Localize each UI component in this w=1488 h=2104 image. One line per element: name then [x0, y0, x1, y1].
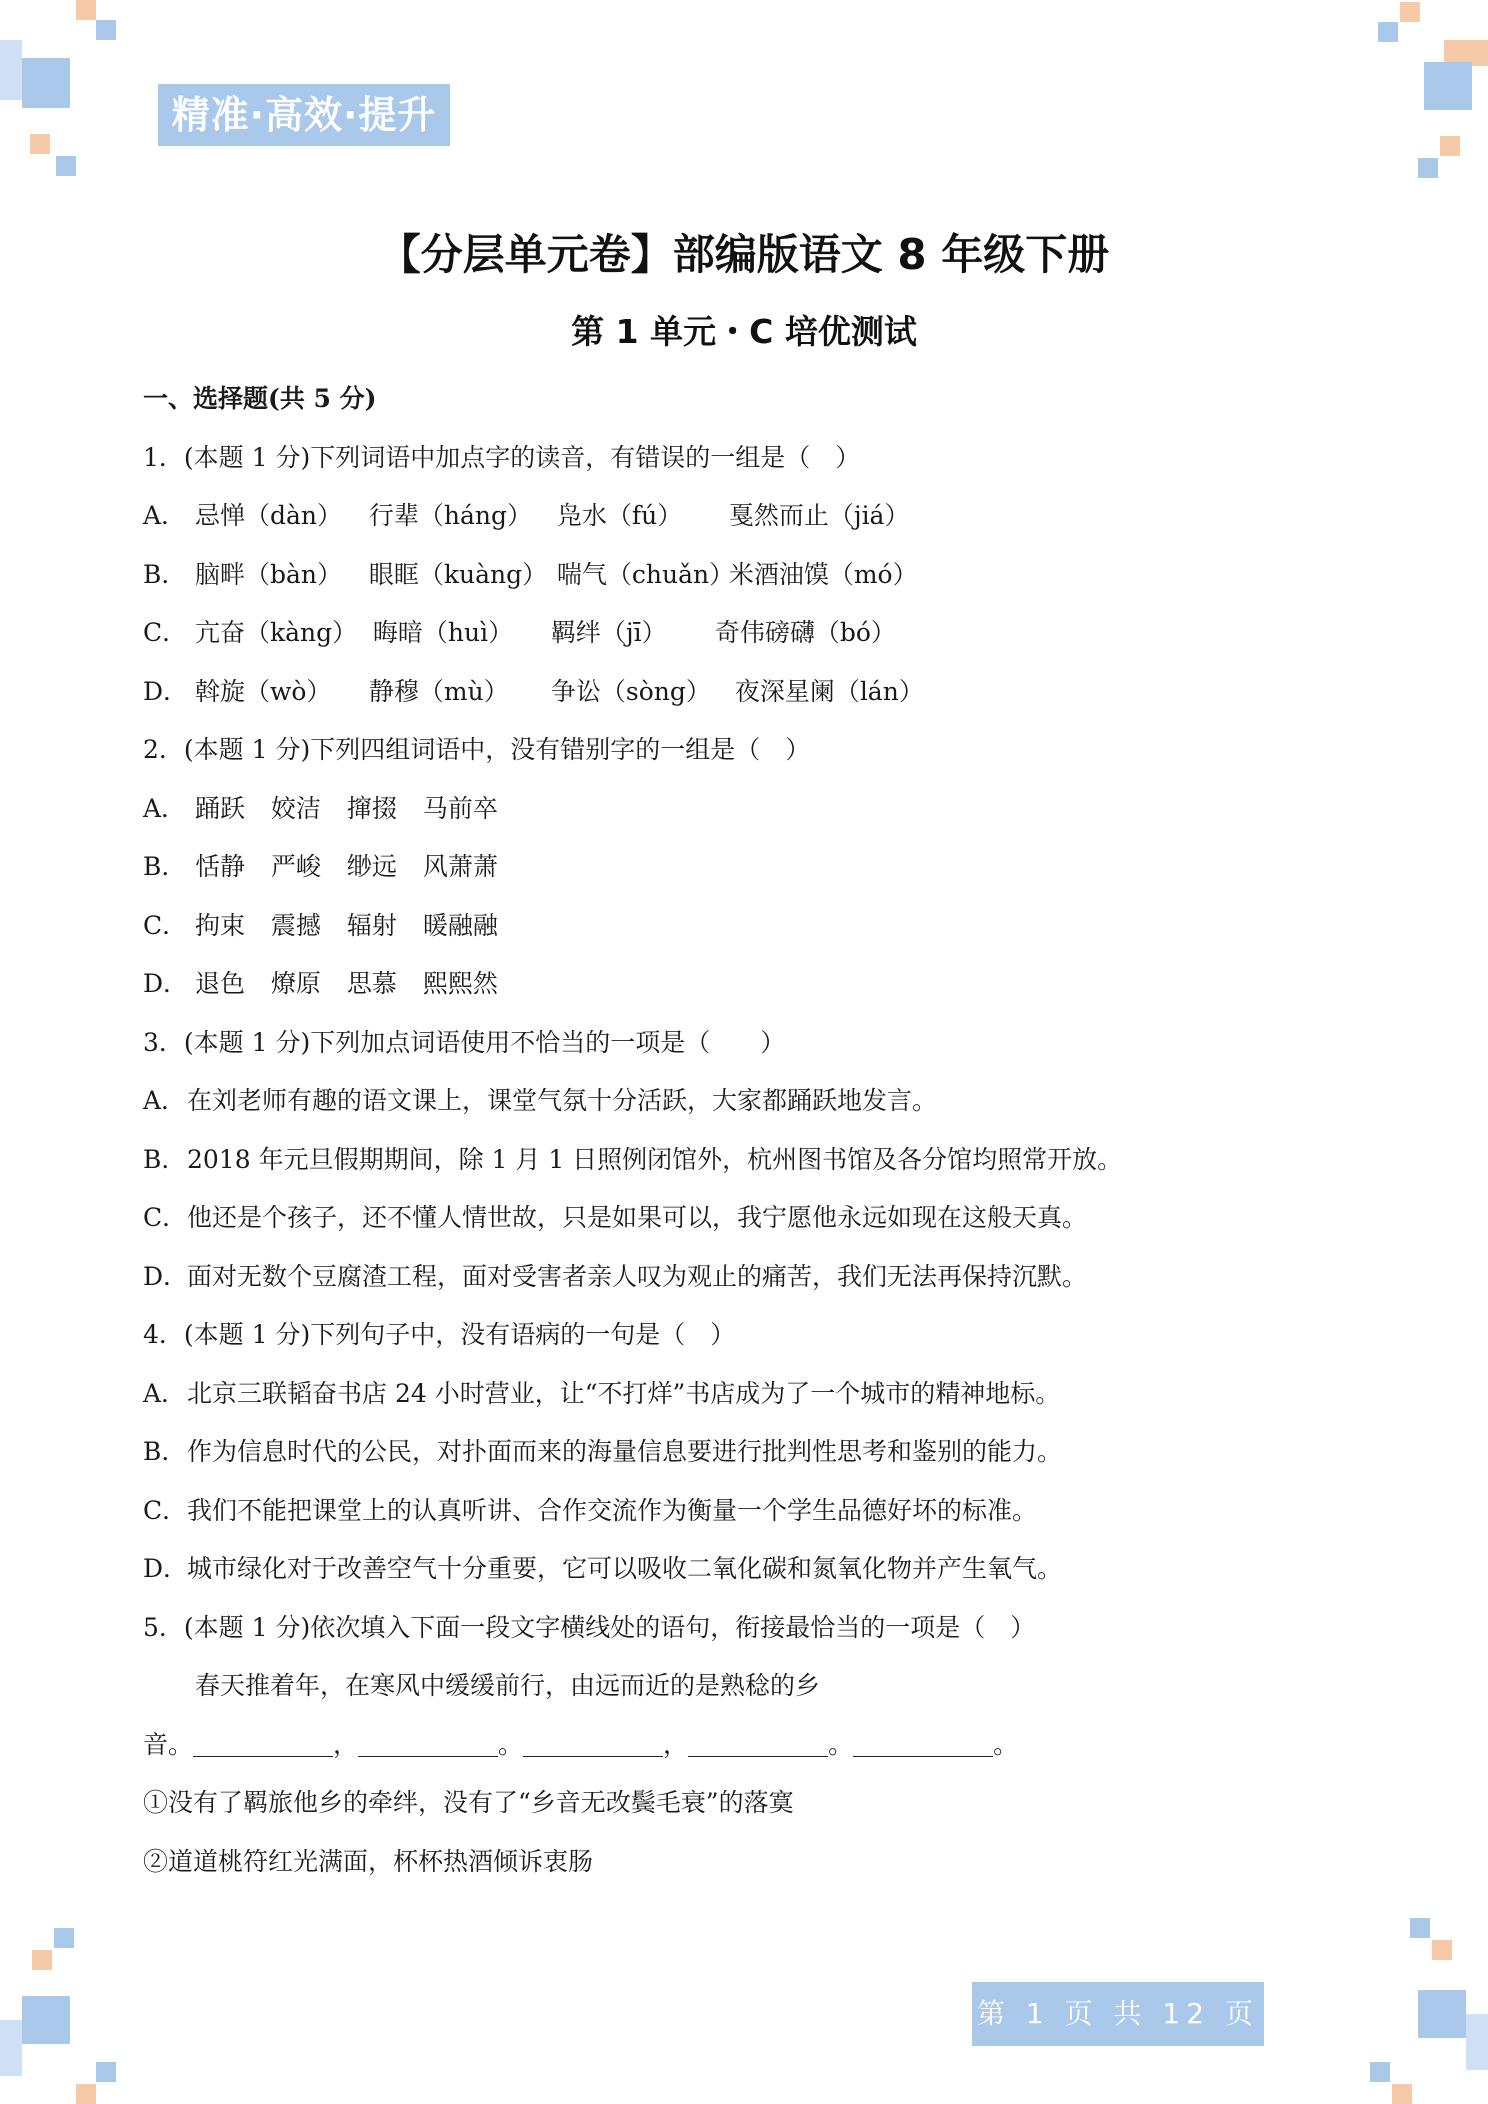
- blank-punct: ，: [333, 1729, 359, 1759]
- option-term: 奇伟磅礴（bó）: [714, 618, 896, 647]
- blank-punct: 。: [498, 1729, 524, 1759]
- option-letter: B．: [143, 852, 187, 881]
- option-term: 恬静: [194, 852, 245, 881]
- option-text: 2018 年元旦假期期间，除 1 月 1 日照例闭馆外，杭州图书馆及各分馆均照常开放。: [187, 1144, 1123, 1174]
- option-letter: C．: [143, 1495, 188, 1525]
- sentence-option: ②道道桃符红光满面，杯杯热酒倾诉衷肠: [143, 1846, 594, 1876]
- option-term: 震撼: [270, 910, 321, 940]
- passage-end: 音。: [143, 1729, 194, 1759]
- fill-blank: [688, 1730, 828, 1757]
- option-letter: A．: [143, 1086, 187, 1115]
- question-stem: 3．(本题 1 分)下列加点词语使用不恰当的一项是（ ）: [143, 1027, 786, 1057]
- option-term: 燎原: [270, 969, 321, 998]
- option-a: [143, 1365, 1353, 1424]
- option-term: 夜深星阑（lán）: [734, 676, 924, 706]
- option-letter: B．: [143, 559, 187, 589]
- option-c: [143, 604, 1353, 663]
- question-stem: 5．(本题 1 分)依次填入下面一段文字横线处的语句，衔接最恰当的一项是（ ）: [143, 1612, 1036, 1642]
- option-term: 退色: [194, 969, 245, 998]
- question-2: [143, 721, 1353, 1014]
- option-a: [143, 487, 1353, 546]
- option-text: 面对无数个豆腐渣工程，面对受害者亲人叹为观止的痛苦，我们无法再保持沉默。: [187, 1261, 1088, 1291]
- option-c: [143, 897, 1353, 956]
- option-term: 脑畔（bàn）: [194, 559, 342, 589]
- question-stem: 1．(本题 1 分)下列词语中加点字的读音，有错误的一组是（ ）: [143, 442, 861, 472]
- option-d: [143, 663, 1353, 722]
- question-4: [143, 1306, 1353, 1599]
- option-term: 熙熙然: [422, 969, 498, 998]
- option-letter: A．: [143, 1378, 187, 1408]
- option-term: 喘气（chuǎn）: [556, 559, 735, 589]
- option-term: 米酒油馍（mó）: [728, 559, 918, 589]
- option-term: 辐射: [346, 910, 397, 940]
- document-body: [143, 370, 1353, 1891]
- option-text: 北京三联韬奋书店 24 小时营业，让“不打烊”书店成为了一个城市的精神地标。: [187, 1378, 1061, 1408]
- option-a: [143, 780, 1353, 839]
- option-letter: A．: [143, 793, 187, 823]
- option-text: 他还是个孩子，还不懂人情世故，只是如果可以，我宁愿他永远如现在这般天真。: [187, 1203, 1088, 1232]
- option-term: 风萧萧: [422, 852, 498, 881]
- fill-blank: [523, 1730, 663, 1757]
- page-title: 【分层单元卷】部编版语文 8 年级下册: [378, 230, 1110, 279]
- fill-blank: [853, 1730, 993, 1757]
- option-letter: D．: [143, 1261, 189, 1291]
- question-1: [143, 429, 1353, 722]
- blank-punct: 。: [828, 1729, 854, 1759]
- section-heading: 一、选择题(共 5 分): [143, 384, 377, 413]
- option-c: [143, 1482, 1353, 1541]
- option-term: 姣洁: [270, 793, 321, 823]
- fill-blank: [358, 1730, 498, 1757]
- option-d: [143, 1248, 1353, 1307]
- question-stem: 2．(本题 1 分)下列四组词语中，没有错别字的一组是（ ）: [143, 735, 811, 764]
- fill-blank: [193, 1730, 333, 1757]
- option-term: 凫水（fú）: [556, 501, 683, 530]
- sentence-option: ①没有了羁旅他乡的牵绊，没有了“乡音无改鬓毛衰”的落寞: [143, 1788, 794, 1817]
- option-d: [143, 955, 1353, 1014]
- option-term: 静穆（mù）: [368, 676, 509, 706]
- question-5: [143, 1599, 1353, 1892]
- page-subtitle: 第 1 单元・C 培优测试: [571, 312, 917, 351]
- question-3: [143, 1014, 1353, 1307]
- option-term: 马前卒: [422, 793, 498, 823]
- question-stem: 4．(本题 1 分)下列句子中，没有语病的一句是（ ）: [143, 1320, 736, 1349]
- option-letter: C．: [143, 910, 188, 940]
- option-b: [143, 838, 1353, 897]
- option-term: 亢奋（kàng）: [194, 618, 358, 647]
- option-term: 暖融融: [422, 910, 498, 940]
- option-term: 斡旋（wò）: [194, 676, 332, 706]
- option-term: 严峻: [270, 852, 321, 881]
- blank-punct: ，: [663, 1729, 689, 1759]
- option-term: 忌惮（dàn）: [194, 501, 342, 530]
- blank-punct: 。: [993, 1729, 1019, 1759]
- option-text: 我们不能把课堂上的认真听讲、合作交流作为衡量一个学生品德好坏的标准。: [187, 1495, 1038, 1525]
- brand-banner: 精准·高效·提升: [158, 84, 450, 146]
- passage-text: 春天推着年，在寒风中缓缓前行，由远而近的是熟稔的乡: [195, 1671, 821, 1700]
- option-term: 踊跃: [194, 793, 245, 823]
- option-term: 拘束: [194, 910, 245, 940]
- option-text: 作为信息时代的公民，对扑面而来的海量信息要进行批判性思考和鉴别的能力。: [187, 1437, 1063, 1466]
- option-term: 争讼（sòng）: [550, 676, 711, 706]
- option-term: 眼眶（kuàng）: [368, 559, 548, 589]
- option-letter: A．: [143, 501, 187, 530]
- option-letter: C．: [143, 1203, 188, 1232]
- option-b: [143, 1423, 1353, 1482]
- passage-blanks-line: [143, 1716, 1353, 1775]
- option-term: 戛然而止（jiá）: [728, 501, 910, 530]
- option-letter: B．: [143, 1437, 187, 1466]
- option-term: 撺掇: [346, 793, 397, 823]
- option-text: 城市绿化对于改善空气十分重要，它可以吸收二氧化碳和氮氧化物并产生氧气。: [187, 1554, 1063, 1583]
- option-letter: C．: [143, 618, 188, 647]
- option-letter: B．: [143, 1144, 187, 1174]
- option-term: 晦暗（huì）: [372, 618, 514, 647]
- option-term: 羁绊（jī）: [550, 618, 667, 647]
- option-term: 缈远: [346, 852, 397, 881]
- option-term: 思慕: [346, 969, 397, 998]
- option-b: [143, 546, 1353, 605]
- option-d: [143, 1540, 1353, 1599]
- option-letter: D．: [143, 969, 189, 998]
- option-c: [143, 1189, 1353, 1248]
- option-letter: D．: [143, 676, 189, 706]
- page-number-footer: 第 1 页 共 12 页: [972, 1982, 1264, 2046]
- option-b: [143, 1131, 1353, 1190]
- option-letter: D．: [143, 1554, 189, 1583]
- option-text: 在刘老师有趣的语文课上，课堂气氛十分活跃，大家都踊跃地发言。: [187, 1086, 938, 1115]
- option-term: 行辈（háng）: [368, 501, 533, 530]
- option-a: [143, 1072, 1353, 1131]
